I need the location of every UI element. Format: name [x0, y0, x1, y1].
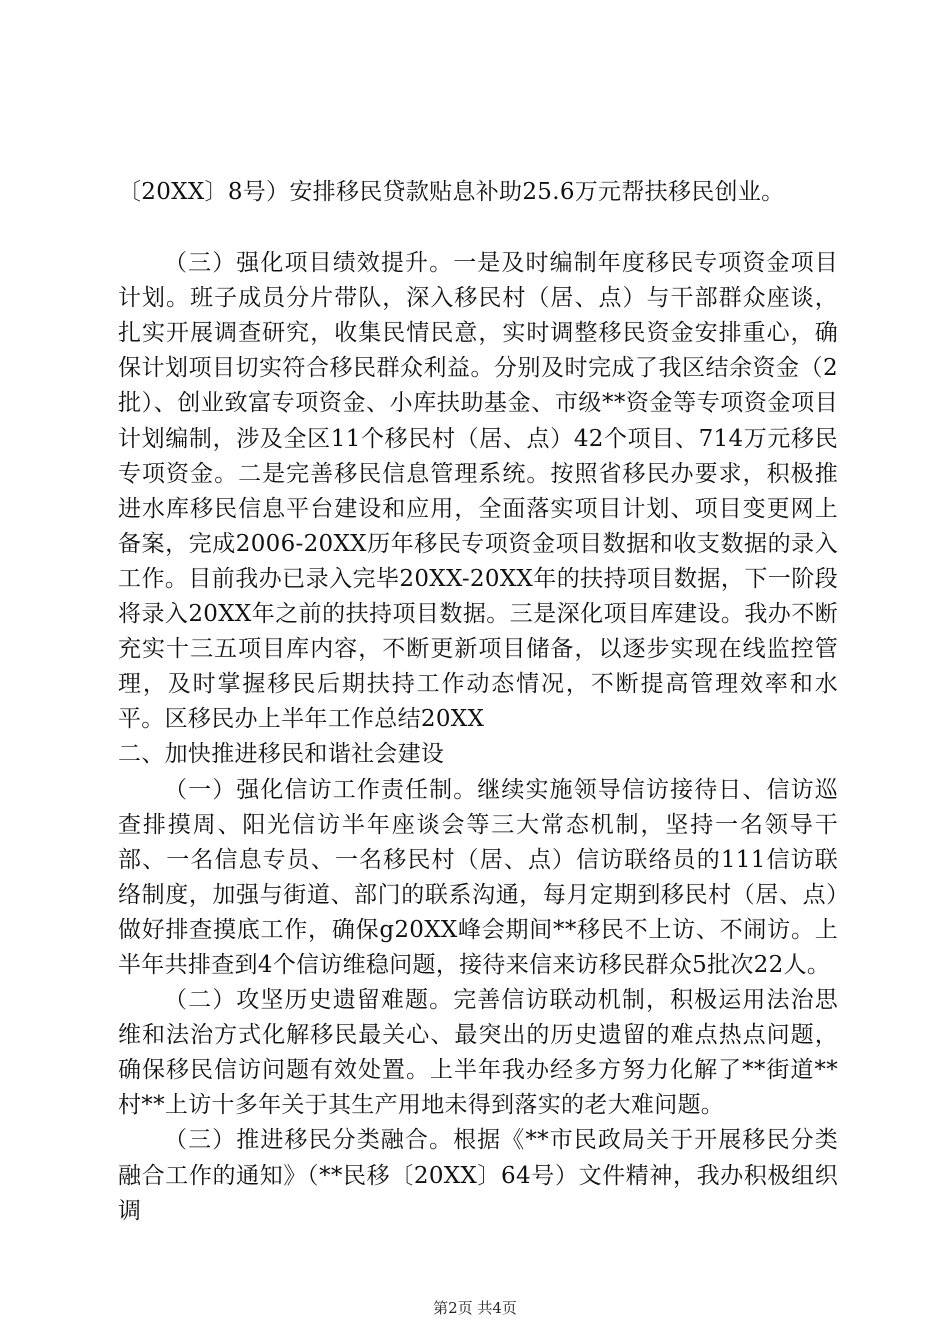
document-body: [118, 175, 838, 1229]
paragraph-carryover: 〔20XX〕8号）安排移民贷款贴息补助25.6万元帮扶移民创业。: [118, 179, 785, 205]
section-heading: 二、加快推进移民和谐社会建设: [118, 741, 445, 768]
paragraph-gap: [118, 210, 838, 246]
paragraph-petition-responsibility: （一）强化信访工作责任制。继续实施领导信访接待日、信访巡查排摸周、阳光信访半年座谈会等三大常态机制，坚持一名领导干部、一名信息专员、一名移民村（居、点）信访联络员的111信访联络制度，加强与街道、部门的联系沟通，每月定期到移民村（居、点）做好排查摸底工作，确保g20XX峰会期间**移民不上访、不闹访。上半年共排查到4个信访维稳问题，接待来信来访移民群众5批次22人。: [118, 776, 838, 978]
page-footer: [0, 1298, 950, 1318]
page-number-label: 第2页 共4页: [433, 1299, 517, 1317]
paragraph-project-performance: （三）强化项目绩效提升。一是及时编制年度移民专项资金项目计划。班子成员分片带队，深入移民村（居、点）与干部群众座谈，扎实开展调查研究，收集民情民意，实时调整移民资金安排重心，确保计划项目切实符合移民群众利益。分别及时完成了我区结余资金（2批）、创业致富专项资金、小库扶助基金、市级**资金等专项资金项目计划编制，涉及全区11个移民村（居、点）42个项目、714万元移民专项资金。二是完善移民信息管理系统。按照省移民办要求，积极推进水库移民信息平台建设和应用，全面落实项目计划、项目变更网上备案，完成2006-20XX历年移民专项资金项目数据和收支数据的录入工作。目前我办已录入完毕20XX-20XX年的扶持项目数据，下一阶段将录入20XX年之前的扶持项目数据。三是深化项目库建设。我办不断充实十三五项目库内容，不断更新项目储备，以逐步实现在线监控管理，及时掌握移民后期扶持工作动态情况，不断提高管理效率和水平。区移民办上半年工作总结20XX: [118, 250, 838, 733]
paragraph-classification-integration: （三）推进移民分类融合。根据《**市民政局关于开展移民分类融合工作的通知》（**民移〔20XX〕64号）文件精神，我办积极组织调: [118, 1127, 838, 1224]
paragraph-historical-issues: （二）攻坚历史遗留难题。完善信访联动机制，积极运用法治思维和法治方式化解移民最关心、最突出的历史遗留的难点热点问题，确保移民信访问题有效处置。上半年我办经多方努力化解了**街道**村**上访十多年关于其生产用地未得到落实的老大难问题。: [118, 987, 838, 1119]
